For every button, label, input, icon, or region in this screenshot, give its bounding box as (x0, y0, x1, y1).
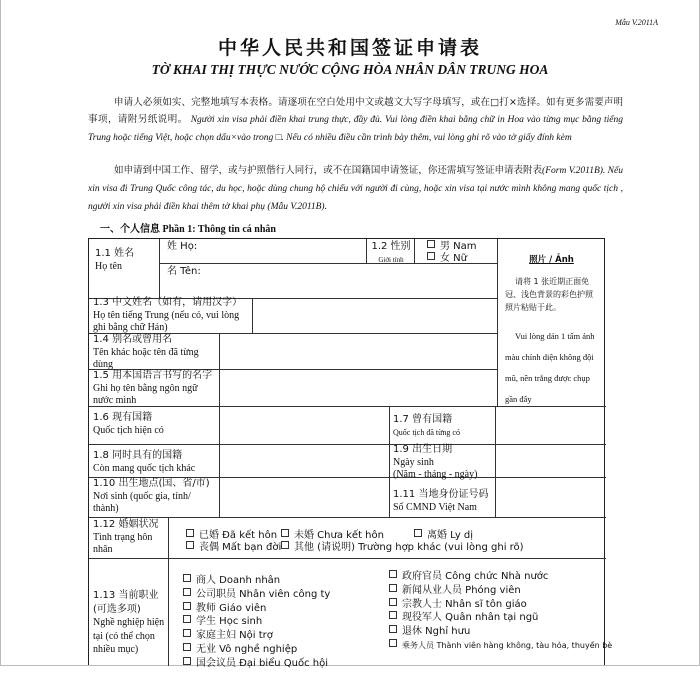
checkbox-icon (183, 629, 191, 637)
label-1-13: 1.13 当前职业 (可选多项) Nghề nghiệp hiện tại (có thể chọn nhiều mục) (93, 590, 165, 655)
occupation-checkbox[interactable]: 政府官员 Công chức Nhà nước (389, 570, 612, 584)
checkbox-icon (427, 252, 435, 260)
label-1-8: 1.8 同时具有的国籍 Còn mang quốc tịch khác (93, 450, 196, 474)
occupation-checkbox[interactable]: 家庭主妇 Nội trợ (183, 629, 330, 643)
gender-female-checkbox[interactable]: 女 Nữ (427, 252, 467, 266)
given-name-field[interactable]: 名 Tên: (167, 266, 201, 277)
checkbox-icon (389, 639, 397, 647)
intro-paragraph-1: 申请人必须如实、完整地填写本表格。请逐项在空白处用中文或越文大写字母填写，或在□打×选择。如有更多需要声明事项，请附另纸说明。 Người xin visa phải điền khai trung thực, đầy đủ. Vui lòng điền khai bằng chữ in Hoa vào từng mục bằng tiếng Trung hoặc tiếng Việt, hoặc chọn dấu×vào trong □. Nếu có nhiều điều cần trình bày thêm, vui lòng ghi rõ vào tờ giấy đính kèm (88, 97, 623, 143)
title-vietnamese: TỜ KHAI THỊ THỰC NƯỚC CỘNG HÒA NHÂN DÂN TRUNG HOA (151, 62, 549, 77)
marital-widowed-checkbox[interactable]: 丧偶 Mất bạn đời (186, 541, 281, 555)
label-1-4: 1.4 别名或曾用名 Tên khác hoặc tên đã từng dùng (93, 334, 199, 370)
gender-male-checkbox[interactable]: 男 Nam (427, 240, 477, 254)
marital-other-checkbox[interactable]: 其他 (请说明) Trường hợp khác (vui lòng ghi rõ) (281, 541, 524, 555)
occupation-checkbox[interactable]: 教师 Giáo viên (183, 602, 330, 616)
checkbox-icon (186, 529, 194, 537)
checkbox-icon (186, 541, 194, 549)
checkbox-icon (183, 574, 191, 582)
label-1-11: 1.11 当地身份证号码 Số CMND Việt Nam (393, 489, 489, 513)
checkbox-icon (183, 588, 191, 596)
occupation-checkbox[interactable]: 学生 Học sinh (183, 615, 330, 629)
occupation-checkbox[interactable]: 国会议员 Đại biểu Quốc hội (183, 657, 330, 671)
section-heading: 一、个人信息 Phần 1: Thông tin cá nhân (100, 224, 276, 235)
marital-single-checkbox[interactable]: 未婚 Chưa kết hôn (281, 529, 384, 543)
label-1-7: 1.7 曾有国籍 Quốc tịch đã từng có (393, 414, 460, 437)
occupation-checkbox[interactable]: 无业 Vô nghề nghiệp (183, 643, 330, 657)
label-1-5: 1.5 用本国语言书写的名字 Ghi họ tên bằng ngôn ngữ nước mình (93, 370, 213, 406)
checkbox-icon (281, 529, 289, 537)
checkbox-icon (427, 240, 435, 248)
marital-divorced-checkbox[interactable]: 离婚 Ly dị (414, 529, 473, 543)
checkbox-icon (389, 598, 397, 606)
photo-box: 照片 / Ảnh 请将 1 张近期正面免冠、浅色背景的彩色护照照片粘贴于此。 Vui lòng dán 1 tấm ảnh màu chính diện không đội mũ, nền trắng được chụp gần đây (505, 255, 595, 404)
checkbox-icon (281, 541, 289, 549)
checkbox-icon (389, 570, 397, 578)
marital-married-checkbox[interactable]: 已婚 Đã kết hôn (186, 529, 277, 543)
label-1-3: 1.3 中文姓名（如有，请用汉字） Họ tên tiếng Trung (nếu có, vui lòng ghi bằng chữ Hán) (93, 297, 243, 333)
occupation-checkbox[interactable]: 公司职员 Nhân viên công ty (183, 588, 330, 602)
label-1-12: 1.12 婚姻状况 Tình trạng hôn nhân (93, 519, 159, 555)
label-1-2: 1.2 性别 Giới tính (371, 241, 411, 264)
surname-field[interactable]: 姓 Họ: (167, 241, 198, 252)
occupation-column-2 (389, 570, 612, 653)
checkbox-icon (183, 657, 191, 665)
title-chinese: 中华人民共和国签证申请表 (217, 37, 482, 59)
label-1-10: 1.10 出生地点(国、省/市) Nơi sinh (quốc gia, tỉnh/ thành) (93, 478, 210, 514)
checkbox-icon (183, 615, 191, 623)
occupation-checkbox[interactable]: 商人 Doanh nhân (183, 574, 330, 588)
label-1-9: 1.9 出生日期 Ngày sinh (Năm - tháng - ngày) (393, 444, 478, 480)
intro-paragraph-2: 如申请到中国工作、留学，或与护照偕行人同行，或不在国籍国申请签证，你还需填写签证申请表附表(Form V.2011B). Nếu xin visa đi Trung Quốc công tác, du học, hoặc dùng chung hộ chiếu với người đi cùng, hoặc xin visa tại nước mình không mang quốc tịch , người xin visa phải điền khai thêm tờ khai phụ (Mẫu V.2011B). (88, 165, 623, 212)
form-number: Mẫu V.2011A (615, 18, 658, 27)
occupation-checkbox[interactable]: 退休 Nghỉ hưu (389, 625, 612, 639)
label-1-1: 1.1 姓名 Họ tên (95, 248, 135, 272)
label-1-6: 1.6 现有国籍 Quốc tịch hiện có (93, 412, 164, 436)
occupation-checkbox[interactable]: 新闻从业人员 Phóng viên (389, 584, 612, 598)
personal-info-table (88, 238, 613, 669)
checkbox-icon (183, 602, 191, 610)
occupation-checkbox[interactable]: 现役军人 Quân nhân tại ngũ (389, 611, 612, 625)
occupation-checkbox[interactable]: 乘务人员 Thành viên hàng không, tàu hỏa, thuyền bè (389, 639, 612, 653)
occupation-checkbox[interactable]: 宗教人士 Nhân sĩ tôn giáo (389, 598, 612, 612)
occupation-column-1 (183, 574, 330, 671)
checkbox-icon (389, 625, 397, 633)
checkbox-icon (389, 584, 397, 592)
checkbox-icon (183, 643, 191, 651)
checkbox-icon (414, 529, 422, 537)
checkbox-icon (389, 611, 397, 619)
